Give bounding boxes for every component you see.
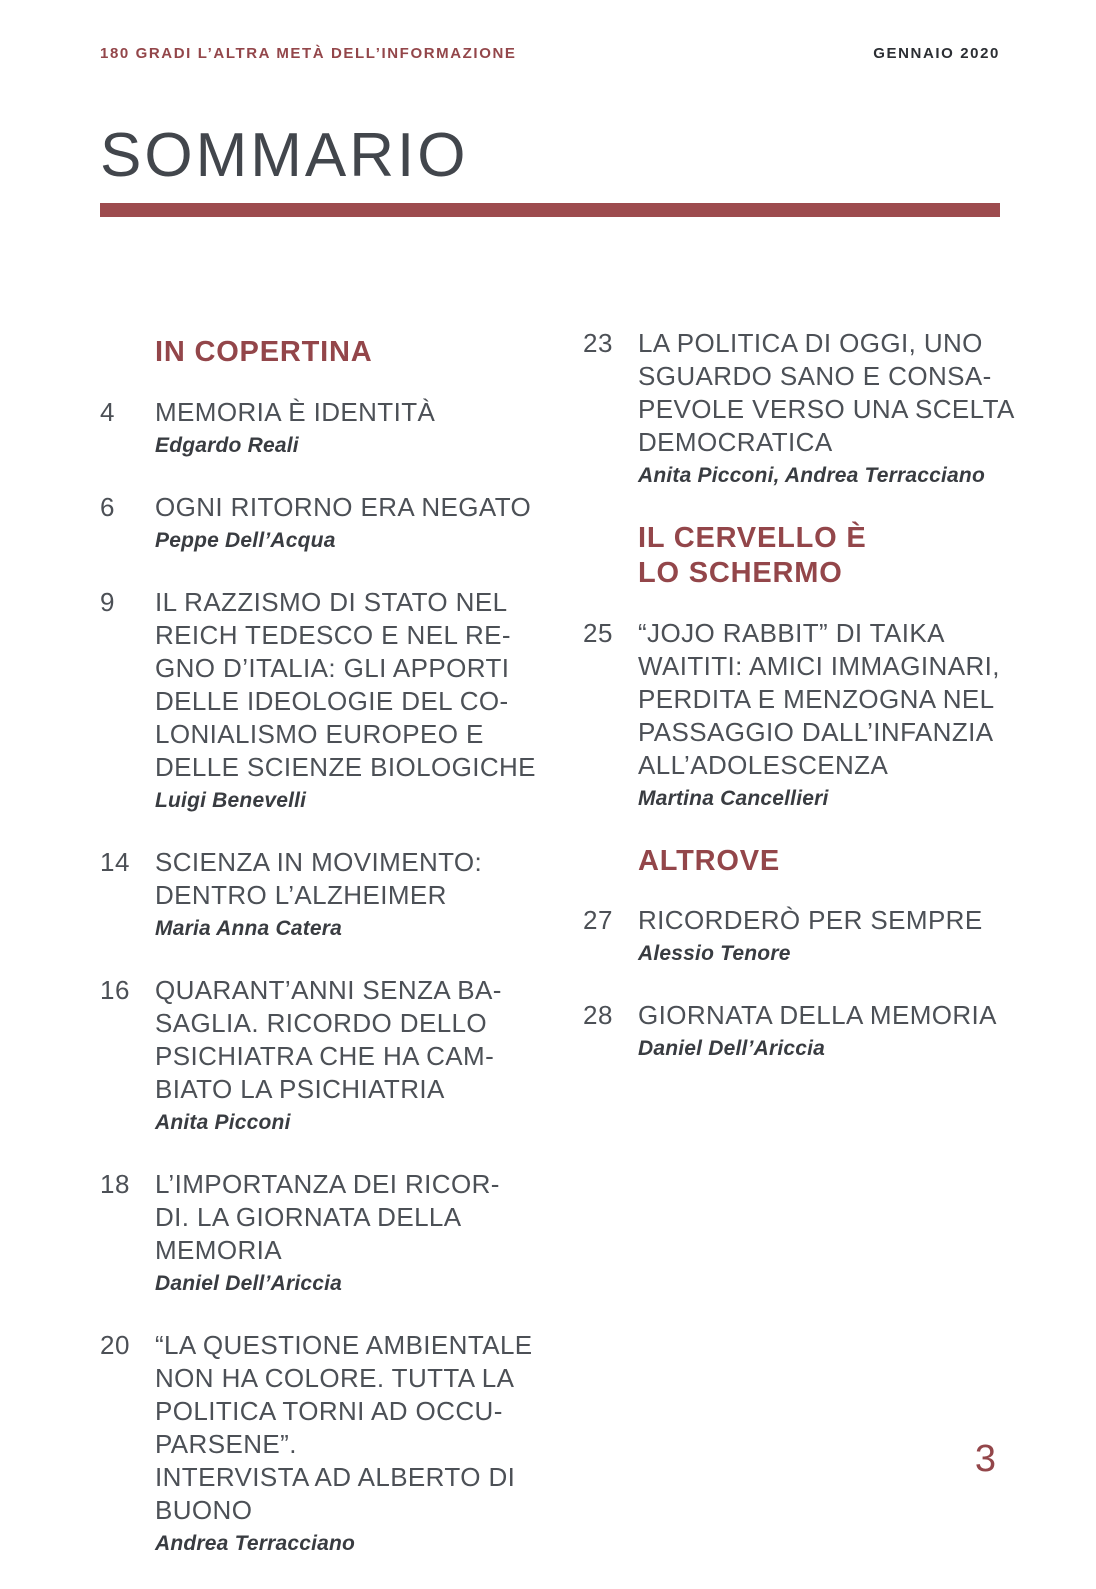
- toc-entry-body: [155, 846, 535, 943]
- text-line: PEVOLE VERSO UNA SCELTA: [638, 394, 1015, 424]
- text-line: SGUARDO SANO E CONSA-: [638, 361, 992, 391]
- toc-entry: [583, 327, 1015, 490]
- text-line: L’IMPORTANZA DEI RICOR-: [155, 1168, 500, 1199]
- text-line: MEMORIA: [155, 1234, 283, 1265]
- text-line: “LA QUESTIONE AMBIENTALE: [155, 1329, 533, 1360]
- text-line: PARSENE”.: [155, 1428, 297, 1459]
- toc-entry-title: [638, 327, 1015, 459]
- toc-entry-title: [155, 974, 535, 1106]
- toc-entry-body: [155, 396, 535, 460]
- toc-entry-page-number: 18: [100, 1168, 130, 1199]
- toc-entry-body: [638, 617, 1000, 813]
- text-line: DELLE IDEOLOGIE DEL CO-: [155, 685, 509, 716]
- toc-entry-author: Maria Anna Catera: [155, 916, 343, 940]
- toc-entry-author: Luigi Benevelli: [155, 788, 307, 812]
- toc-entry-body: [155, 974, 535, 1137]
- toc-entry-page-number: 14: [100, 846, 130, 877]
- toc-entry-title: [638, 999, 1000, 1032]
- toc-entry-title: [638, 904, 1000, 937]
- toc-entry: [100, 1329, 535, 1558]
- toc-entry: [583, 617, 1000, 813]
- toc-entry-body: [155, 1329, 535, 1558]
- text-line: LO SCHERMO: [638, 556, 843, 589]
- toc-entry-body: [638, 999, 1000, 1063]
- text-line: IL RAZZISMO DI STATO NEL: [155, 586, 508, 617]
- text-line: ALTROVE: [638, 844, 781, 877]
- title-accent-bar: [100, 203, 1000, 217]
- text-line: LA POLITICA DI OGGI, UNO: [638, 328, 983, 358]
- magazine-brand: 180 GRADI L’ALTRA METÀ DELL’INFORMAZIONE: [100, 45, 517, 62]
- toc-entry-title: [155, 1329, 535, 1527]
- toc-entry: [583, 999, 1000, 1063]
- toc-entry-author: Andrea Terracciano: [155, 1531, 356, 1555]
- text-line: GIORNATA DELLA MEMORIA: [638, 1000, 997, 1031]
- toc-entry: [100, 974, 535, 1137]
- toc-entry-body: [638, 904, 1000, 968]
- toc-entry-author: Alessio Tenore: [638, 942, 791, 966]
- toc-entry-body: [638, 327, 1015, 490]
- toc-entry-author: Edgardo Reali: [155, 433, 299, 457]
- text-line: SCIENZA IN MOVIMENTO:: [155, 846, 483, 877]
- text-line: QUARANT’ANNI SENZA BA-: [155, 974, 502, 1005]
- text-line: REICH TEDESCO E NEL RE-: [155, 619, 511, 650]
- toc-entry-body: [155, 586, 536, 815]
- text-line: DEMOCRATICA: [638, 427, 833, 457]
- toc-entry: [100, 1168, 535, 1298]
- toc-section-header: [155, 335, 535, 370]
- toc-entry-author: Daniel Dell’Ariccia: [155, 1271, 343, 1295]
- text-line: SAGLIA. RICORDO DELLO: [155, 1007, 488, 1038]
- text-line: DI. LA GIORNATA DELLA: [155, 1201, 462, 1232]
- issue-date: GENNAIO 2020: [873, 45, 1000, 62]
- toc-column-right: [583, 327, 1015, 1094]
- toc-entry: [100, 846, 535, 943]
- toc-section-header: [638, 521, 1000, 591]
- text-line: INTERVISTA AD ALBERTO DI: [155, 1461, 516, 1492]
- text-line: GNO D’ITALIA: GLI APPORTI: [155, 652, 510, 683]
- text-line: POLITICA TORNI AD OCCU-: [155, 1395, 503, 1426]
- page-number: 3: [974, 1438, 996, 1480]
- toc-entry: [583, 904, 1000, 968]
- text-line: MEMORIA È IDENTITÀ: [155, 396, 436, 427]
- text-line: DENTRO L’ALZHEIMER: [155, 879, 447, 910]
- text-line: “JOJO RABBIT” DI TAIKA: [638, 617, 945, 648]
- text-line: WAITITI: AMICI IMMAGINARI,: [638, 650, 1000, 681]
- toc-entry-page-number: 27: [583, 905, 613, 936]
- page-title: SOMMARIO: [100, 121, 469, 190]
- text-line: NON HA COLORE. TUTTA LA: [155, 1362, 515, 1393]
- text-line: PASSAGGIO DALL’INFANZIA: [638, 716, 994, 747]
- toc-entry-author: Daniel Dell’Ariccia: [638, 1037, 826, 1061]
- toc-entry-body: [155, 491, 535, 555]
- text-line: IL CERVELLO È: [638, 522, 867, 554]
- text-line: BUONO: [155, 1494, 253, 1525]
- text-line: DELLE SCIENZE BIOLOGICHE: [155, 751, 536, 782]
- toc-column-left: [100, 327, 535, 1589]
- toc-entry-title: [155, 586, 536, 784]
- toc-entry-author: Peppe Dell’Acqua: [155, 528, 336, 552]
- toc-entry-title: [638, 617, 1000, 782]
- toc-entry-page-number: 25: [583, 617, 613, 648]
- text-line: BIATO LA PSICHIATRIA: [155, 1073, 445, 1104]
- toc-entry-page-number: 28: [583, 1000, 613, 1031]
- toc-entry: [100, 396, 535, 460]
- toc-entry-page-number: 4: [100, 396, 115, 427]
- text-line: PSICHIATRA CHE HA CAM-: [155, 1040, 495, 1071]
- toc-entry-title: [155, 491, 535, 524]
- toc-entry-author: Martina Cancellieri: [638, 786, 829, 810]
- toc-entry-title: [155, 1168, 535, 1267]
- toc-entry-page-number: 9: [100, 586, 115, 617]
- text-line: ALL’ADOLESCENZA: [638, 749, 889, 780]
- page-header: [100, 45, 1000, 62]
- toc-entry-page-number: 16: [100, 974, 130, 1005]
- toc-entry-title: [155, 396, 535, 429]
- toc-entry-page-number: 20: [100, 1329, 130, 1360]
- text-line: PERDITA E MENZOGNA NEL: [638, 683, 995, 714]
- text-line: RICORDERÒ PER SEMPRE: [638, 905, 983, 936]
- toc-section-header: [638, 844, 1000, 879]
- toc-entry-body: [155, 1168, 535, 1298]
- text-line: IN COPERTINA: [155, 336, 373, 368]
- text-line: LONIALISMO EUROPEO E: [155, 718, 484, 749]
- toc-entry-page-number: 23: [583, 328, 613, 358]
- toc-entry-author: Anita Picconi: [155, 1110, 291, 1134]
- toc-entry-author: Anita Picconi, Andrea Terracciano: [638, 464, 985, 487]
- text-line: OGNI RITORNO ERA NEGATO: [155, 491, 532, 522]
- toc-entry-title: [155, 846, 535, 912]
- toc-entry: [100, 491, 535, 555]
- toc-entry-page-number: 6: [100, 491, 115, 522]
- table-of-contents: [100, 327, 1015, 1589]
- toc-entry: [100, 586, 535, 815]
